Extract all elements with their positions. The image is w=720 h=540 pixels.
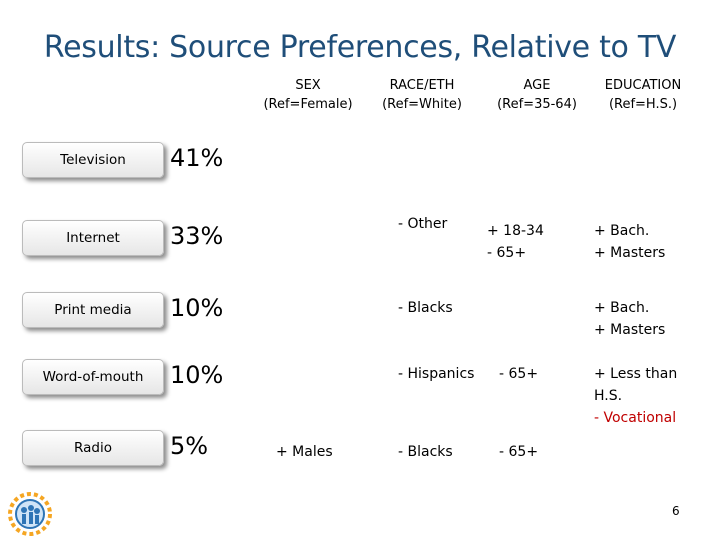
column-header-race: [372, 76, 472, 114]
education-line: + Masters: [594, 245, 666, 261]
education-line-vocational: - Vocational: [594, 410, 677, 426]
column-header-age: [487, 76, 587, 114]
education-cell-word-of-mouth: [594, 363, 677, 429]
source-box-print-media: [22, 292, 164, 328]
age-line: - 65+: [487, 245, 527, 261]
source-box-word-of-mouth: [22, 359, 164, 395]
percent-television: 41%: [170, 144, 224, 172]
age-cell-internet: [487, 220, 544, 264]
sex-cell-radio: + Males: [276, 444, 333, 460]
column-header-ref: (Ref=35-64): [497, 97, 577, 112]
source-label: Television: [60, 152, 126, 168]
source-label: Word-of-mouth: [42, 369, 144, 385]
age-line: + 18-34: [487, 223, 544, 239]
percent-print-media: 10%: [170, 294, 224, 322]
column-header-sex: [258, 76, 358, 114]
education-line: + Less than: [594, 366, 678, 382]
education-line: + Masters: [594, 322, 666, 338]
page-number: 6: [672, 504, 680, 518]
education-cell-print-media: [594, 297, 665, 341]
source-label: Print media: [54, 302, 132, 318]
source-label: Radio: [74, 440, 112, 456]
race-cell-print-media: - Blacks: [398, 300, 453, 316]
race-cell-word-of-mouth: - Hispanics: [398, 366, 475, 382]
education-line: + Bach.: [594, 300, 650, 316]
column-header-name: RACE/ETH: [389, 78, 455, 93]
column-header-name: AGE: [523, 78, 551, 93]
age-cell-radio: - 65+: [499, 444, 539, 460]
slide-title: Results: Source Preferences, Relative to TV: [43, 30, 677, 65]
race-cell-radio: - Blacks: [398, 444, 453, 460]
column-header-name: EDUCATION: [604, 78, 682, 93]
age-cell-word-of-mouth: - 65+: [499, 366, 539, 382]
column-header-ref: (Ref=H.S.): [608, 97, 678, 112]
column-header-ref: (Ref=Female): [263, 97, 353, 112]
source-box-internet: [22, 220, 164, 256]
organization-logo: [4, 488, 56, 540]
race-cell-internet: - Other: [398, 216, 448, 232]
education-line: + Bach.: [594, 223, 650, 239]
source-label: Internet: [66, 230, 120, 246]
percent-radio: 5%: [170, 432, 209, 460]
percent-word-of-mouth: 10%: [170, 361, 224, 389]
source-box-radio: [22, 430, 164, 466]
column-header-education: [593, 76, 693, 114]
education-line: H.S.: [594, 388, 623, 404]
source-box-television: [22, 142, 164, 178]
column-header-ref: (Ref=White): [382, 97, 462, 112]
percent-internet: 33%: [170, 222, 224, 250]
column-header-name: SEX: [295, 78, 321, 93]
education-cell-internet: [594, 220, 665, 264]
